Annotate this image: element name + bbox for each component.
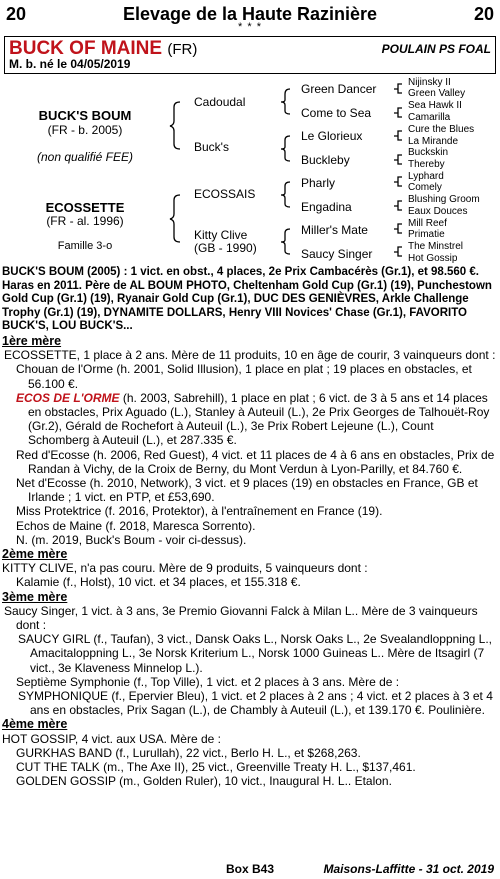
gen4-ancestor: Lyphard xyxy=(408,171,444,182)
gen3-ancestor: Engadina xyxy=(301,200,352,214)
produce-item: N. (m. 2019, Buck's Boum - voir ci-dessus). xyxy=(16,532,247,547)
produce-item: SAUCY GIRL (f., Taufan), 3 vict., Dansk Oaks L., Norsk Oaks L., 2e Svealandloppning L., Amacitaloppning L., 3e Norsk Kriterium L., Norsk 1000 Guineas L.. Mère de Itsagirl (7 vict., 3e Klaveness Minnelop L.). xyxy=(18,632,492,675)
gen3-ancestor: Le Glorieux xyxy=(301,129,363,143)
gen3-ancestor: Pharly xyxy=(301,176,336,190)
gen3-ancestor: Green Dancer xyxy=(301,82,377,96)
produce-item: GOLDEN GOSSIP (m., Golden Ruler), 10 vict., Inaugural H. L.. Etalon. xyxy=(16,774,392,789)
gen3-ancestor: Saucy Singer xyxy=(301,247,373,261)
produce-name: ECOS DE L'ORME xyxy=(16,390,120,405)
gen4-ancestor: Camarilla xyxy=(408,112,451,123)
horse-birth: M. b. né le 04/05/2019 xyxy=(9,57,131,71)
dam-4-intro: HOT GOSSIP, 4 vict. aux USA. Mère de : xyxy=(2,731,221,746)
section-3eme-mere: 3ème mère xyxy=(2,589,68,604)
box-number: Box B43 xyxy=(225,862,275,876)
gen4-ancestor: Cure the Blues xyxy=(408,124,475,135)
page-footer xyxy=(0,862,500,879)
gen2-dam-dam-info: (GB - 1990) xyxy=(194,241,257,255)
gen2-sire-dam: Buck's xyxy=(194,140,229,154)
dam-name: ECOSSETTE xyxy=(45,200,125,215)
gen4-ancestor: Hot Gossip xyxy=(408,253,458,264)
gen4-ancestor: Eaux Douces xyxy=(408,206,468,217)
gen3-ancestor: Miller's Mate xyxy=(301,223,368,237)
dam-2-intro: KITTY CLIVE, n'a pas couru. Mère de 9 produits, 5 vainqueurs dont : xyxy=(2,561,368,576)
gen4-ancestor: La Mirande xyxy=(408,136,459,147)
gen3-ancestor: Come to Sea xyxy=(301,106,372,120)
horse-type: POULAIN PS FOAL xyxy=(381,42,491,56)
produce-item: Chouan de l'Orme (h. 2001, Solid Illusion), 1 place en plat ; 19 places en obstacles, et 56.100 €. xyxy=(16,362,472,391)
gen4-ancestor: Nijinsky II xyxy=(408,77,451,88)
title-stars: * * * xyxy=(238,21,262,33)
produce-item: Net d'Ecosse (h. 2010, Network), 3 vict. et 9 places (19) en obstacles en France, GB et Irlande ; 1 vict. en PTP, et £53,690. xyxy=(16,476,478,505)
gen4-ancestor: Primatie xyxy=(408,229,445,240)
gen4-ancestor: Buckskin xyxy=(408,147,449,158)
sire-name: BUCK'S BOUM xyxy=(38,108,132,123)
produce-item: Kalamie (f., Holst), 10 vict. et 34 places, et 155.318 €. xyxy=(16,575,301,590)
produce-item: Miss Protektrice (f. 2016, Protektor), à l'entraînement en France (19). xyxy=(16,504,383,519)
dam-1-intro: ECOSSETTE, 1 place à 2 ans. Mère de 11 produits, 10 en âge de courir, 3 vainqueurs dont : xyxy=(4,348,496,363)
produce-item: CUT THE TALK (m., The Axe II), 25 vict., Greenville Treaty H. L., $137,461. xyxy=(16,760,416,775)
section-1ere-mere: 1ère mère xyxy=(2,333,62,348)
gen4-ancestor: Blushing Groom xyxy=(408,194,480,205)
dam-family: Famille 3-o xyxy=(57,240,113,252)
page-number-left: 20 xyxy=(6,4,27,24)
gen2-dam-sire: ECOSSAIS xyxy=(194,187,256,201)
dam-3-intro: Saucy Singer, 1 vict. à 3 ans, 3e Premio Giovanni Falck à Milan L.. Mère de 3 vainqueurs dont : xyxy=(4,603,478,633)
produce-item: Red d'Ecosse (h. 2006, Red Guest), 4 vict. et 11 places de 4 à 6 ans en obstacles, Prix de Randan à Vichy, de la Croix de Berny, du Mont Verdun à Lyon-Parilly, et 84.760 €. xyxy=(16,447,495,476)
sire-info: (FR - b. 2005) xyxy=(47,123,123,137)
sire-note: (non qualifié FEE) xyxy=(36,150,134,164)
page-number-right: 20 xyxy=(473,4,494,24)
sire-paragraph: BUCK'S BOUM (2005) : 1 vict. en obst., 4 places, 2e Prix Cambacérès (Gr.1), et 98.560 €. Haras en 2011. Père de AL BOUM PHOTO, Cheltenham Gold Cup (Gr.1) (19), Punchestown Gold Cup (Gr.1) (19), Ryanair Gold Cup (Gr.1), DUC DES GENIÈVRES, Arkle Challenge Trophy (Gr.1) (19), DYNAMITE DOLLARS, Henry VIII Novices' Chase (Gr.1), FAVORITO BUCK'S, LOU BUCK'S... xyxy=(2,266,492,333)
produce-item: SYMPHONIQUE (f., Epervier Bleu), 1 vict. et 2 places à 2 ans ; 4 vict. et 2 places à 3 et 4 ans en obstacles, Prix Sagan (L.), de Chambly à Auteuil (L.), et 139.170 €. Poulinière. xyxy=(18,689,493,718)
dam-info: (FR - al. 1996) xyxy=(46,214,124,228)
gen4-ancestor: Green Valley xyxy=(408,88,466,99)
produce-item: Septième Symphonie (f., Top Ville), 1 vict. et 2 places à 3 ans. Mère de : xyxy=(16,674,400,689)
page-header xyxy=(6,4,494,34)
gen3-ancestor: Buckleby xyxy=(301,153,350,167)
horse-name: BUCK OF MAINE (FR) xyxy=(9,38,198,59)
gen4-ancestor: Mill Reef xyxy=(408,218,447,229)
horse-box xyxy=(4,36,496,74)
produce-item: Echos de Maine (f. 2018, Maresca Sorrento). xyxy=(16,518,256,533)
page-title: Elevage de la Haute Razinière xyxy=(122,4,378,24)
gen4-ancestor: Comely xyxy=(408,182,442,193)
pedigree xyxy=(0,76,500,262)
gen4-ancestor: Sea Hawk II xyxy=(408,100,462,111)
gen4-ancestor: Thereby xyxy=(408,159,445,170)
gen2-sire-sire: Cadoudal xyxy=(194,95,246,109)
produce-record xyxy=(2,266,498,788)
sale-place-date: Maisons-Laffitte - 31 oct. 2019 xyxy=(323,862,494,876)
section-4eme-mere: 4ème mère xyxy=(2,717,68,732)
section-2eme-mere: 2ème mère xyxy=(2,547,68,562)
produce-item: GURKHAS BAND (f., Lurullah), 22 vict., Berlo H. L., et $268,263. xyxy=(16,745,361,760)
gen4-ancestor: The Minstrel xyxy=(408,241,464,252)
produce-item: ECOS DE L'ORME (h. 2003, Sabrehill), 1 place en plat ; 6 vict. de 3 à 5 ans et 14 places en obstacles, Prix Aguado (L.), Stanley à Auteuil (L.), 2e Prix Georges de Talhouët-Roy (Gr.2), Gérald de Rochefort à Auteuil (L.), 3e Prix Robert Lejeune (L.), Count Schomberg à Auteuil (L.), et 287.335 €. xyxy=(16,390,490,448)
gen2-dam-dam: Kitty Clive xyxy=(194,228,248,242)
